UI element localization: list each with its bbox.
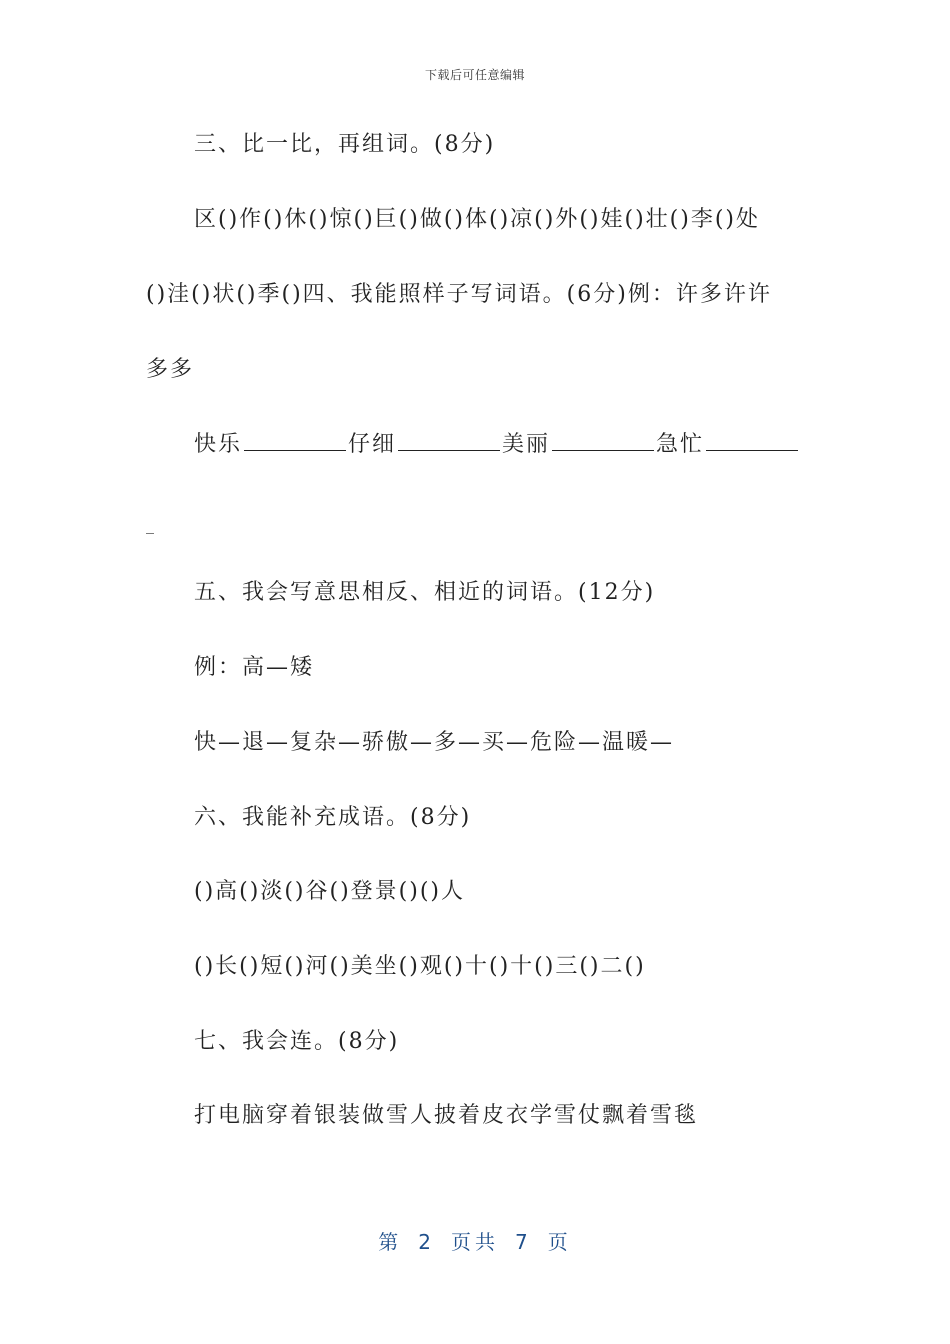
question-6-line-1: ()高()淡()谷()登景()()人: [194, 879, 465, 904]
question-3-line-1: 区()作()休()惊()巨()做()体()凉()外()娃()壮()李()处: [194, 207, 760, 232]
footer-prefix: 第: [378, 1230, 403, 1254]
question-5-line: 快—退—复杂—骄傲—多—买—危险—温暖—: [194, 730, 675, 755]
word-4: 急忙: [656, 432, 705, 457]
blank-1[interactable]: [244, 430, 346, 451]
word-2: 仔细: [348, 432, 397, 457]
footer-suffix: 页: [547, 1230, 572, 1254]
page-header: 下载后可任意编辑: [424, 68, 525, 82]
footer-total-pages: 7: [515, 1230, 532, 1254]
question-4-fill-row: [194, 430, 800, 460]
page-footer: [0, 1226, 950, 1255]
question-4-tail: _: [146, 515, 156, 534]
question-3-title: 三、比一比，再组词。(8分): [194, 132, 496, 157]
blank-3[interactable]: [552, 430, 654, 451]
question-7-line: 打电脑穿着银装做雪人披着皮衣学雪仗飘着雪毯: [194, 1103, 699, 1128]
question-7-title: 七、我会连。(8分): [194, 1029, 400, 1054]
word-3: 美丽: [502, 432, 551, 457]
question-6-line-2: ()长()短()河()美坐()观()十()十()三()二(): [194, 954, 646, 979]
blank-2[interactable]: [398, 430, 500, 451]
blank-4[interactable]: [706, 430, 798, 451]
footer-page-number: 2: [418, 1230, 435, 1254]
word-1: 快乐: [194, 432, 243, 457]
footer-middle: 页共: [451, 1230, 499, 1254]
question-3-line-2: ()洼()状()季()四、我能照样子写词语。(6分)例：许多许许: [146, 282, 772, 307]
question-6-title: 六、我能补充成语。(8分): [194, 805, 472, 830]
question-4-line-3: 多多: [146, 357, 195, 382]
question-5-example: 例：高—矮: [194, 655, 315, 680]
question-5-title: 五、我会写意思相反、相近的词语。(12分): [194, 580, 656, 605]
